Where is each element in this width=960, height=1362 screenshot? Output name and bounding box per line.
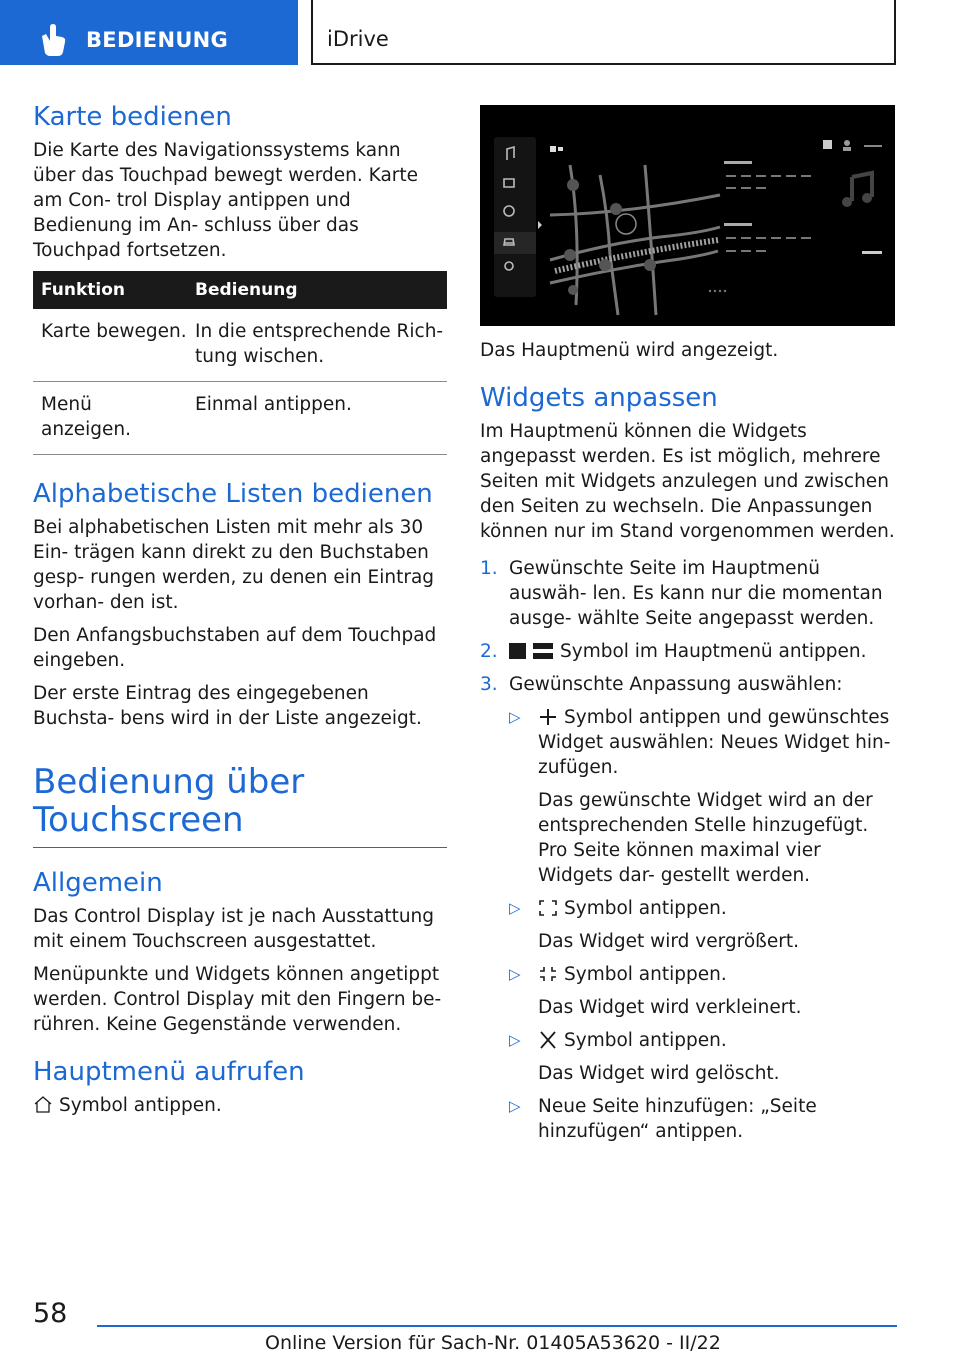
right-column	[480, 338, 896, 1152]
chapter-title: iDrive	[327, 27, 389, 51]
widgets-text: Im Hauptmenü können die Widgets angepasst werden. Es ist möglich, mehrere Seiten mit Widgets anzulegen und zwischen den Seiten zu wechseln. Die Anpassungen können nur im Stand vorgenommen werden.	[480, 421, 895, 542]
chapter-header	[311, 0, 896, 65]
table-cell: In die entsprechende Rich- tung wischen.	[187, 309, 447, 382]
table-cell: Einmal antippen.	[187, 382, 447, 455]
step-text: Gewünschte Seite im Hauptmenü auswäh- len. Es kann nur die momentan ausge- wählte Seite angepasst werden.	[509, 558, 883, 629]
option-text: Symbol antippen und gewünschtes Widget auswählen: Neues Widget hin- zufügen.	[538, 707, 891, 778]
option-result: Das gewünschte Widget wird an der entsprechenden Stelle hinzugefügt. Pro Seite können maximal vier Widgets dar- gestellt werden.	[538, 790, 873, 886]
section-title: BEDIENUNG	[86, 28, 229, 52]
step-text: Gewünschte Anpassung auswählen:	[509, 674, 843, 695]
page-number: 58	[33, 1298, 68, 1329]
expand-icon	[538, 899, 558, 917]
shrink-icon	[538, 965, 558, 983]
triangle-bullet-icon: ▷	[509, 708, 521, 726]
table-header-operation: Bedienung	[187, 271, 447, 309]
list-item	[480, 556, 896, 631]
allgemein-text-1: Das Control Display ist je nach Ausstattung mit einem Touchscreen ausgestattet.	[33, 906, 435, 952]
image-caption: Das Hauptmenü wird angezeigt.	[480, 340, 779, 361]
step-text: Symbol im Hauptmenü antippen.	[560, 641, 867, 662]
triangle-bullet-icon: ▷	[509, 965, 521, 983]
main-heading-line-1: Bedienung über	[33, 762, 305, 802]
option-text: Symbol antippen.	[564, 964, 727, 985]
list-item	[480, 672, 896, 697]
alpha-text-1: Bei alphabetischen Listen mit mehr als 30 Ein- trägen kann direkt zu den Buchstaben gesp- rungen werden, zu denen ein Eintrag vorhan- den ist.	[33, 517, 435, 613]
widget-edit-icon	[509, 642, 554, 660]
table-header-row	[33, 271, 447, 309]
allgemein-heading: Allgemein	[33, 868, 163, 898]
step-number: 1.	[480, 558, 498, 579]
option-result: Das Widget wird gelöscht.	[538, 1063, 780, 1084]
list-item	[509, 962, 896, 1020]
alpha-text-2: Den Anfangsbuchstaben auf dem Touchpad eingeben.	[33, 625, 437, 671]
main-menu-screenshot	[480, 105, 895, 326]
option-result: Das Widget wird vergrößert.	[538, 931, 799, 952]
alpha-heading: Alphabetische Listen bedienen	[33, 479, 433, 509]
allgemein-text-2: Menüpunkte und Widgets können angetippt werden. Control Display mit den Fingern be- rühren. Keine Gegenstände verwenden.	[33, 964, 442, 1035]
left-column	[33, 100, 447, 1126]
close-icon	[538, 1031, 558, 1049]
main-heading-line-2: Touchscreen	[33, 800, 244, 840]
hauptmenu-text: Symbol antippen.	[33, 1093, 447, 1118]
footer-divider	[97, 1325, 897, 1327]
karte-heading: Karte bedienen	[33, 102, 232, 132]
home-icon	[33, 1094, 53, 1114]
triangle-bullet-icon: ▷	[509, 899, 521, 917]
option-text: Symbol antippen.	[564, 898, 727, 919]
section-tab	[0, 0, 298, 65]
karte-text: Die Karte des Navigationssystems kann über das Touchpad bewegt werden. Karte am Con- trol Display antippen und Bedienung im An- schluss über das Touchpad fortsetzen.	[33, 140, 419, 261]
widgets-heading: Widgets anpassen	[480, 383, 718, 413]
option-text: Symbol antippen.	[564, 1030, 727, 1051]
list-item	[509, 1028, 896, 1086]
list-item	[509, 896, 896, 954]
triangle-bullet-icon: ▷	[509, 1097, 521, 1115]
list-item	[509, 1094, 896, 1144]
alpha-text-3: Der erste Eintrag des eingegebenen Buchsta- bens wird in der Liste angezeigt.	[33, 683, 422, 729]
plus-icon	[538, 708, 558, 726]
list-item	[509, 705, 896, 888]
table-cell: Karte bewegen.	[33, 309, 187, 382]
step-number: 3.	[480, 674, 498, 695]
triangle-bullet-icon: ▷	[509, 1031, 521, 1049]
options-list	[509, 705, 896, 1144]
hauptmenu-heading: Hauptmenü aufrufen	[33, 1057, 305, 1087]
list-item	[480, 639, 896, 664]
online-version-footer: Online Version für Sach-Nr. 01405A53620 - II/22	[265, 1332, 721, 1354]
table-row	[33, 382, 447, 455]
table-header-function: Funktion	[33, 271, 187, 309]
table-row	[33, 309, 447, 382]
function-table	[33, 271, 447, 455]
option-result: Das Widget wird verkleinert.	[538, 997, 802, 1018]
table-cell: Menü anzeigen.	[33, 382, 187, 455]
step-number: 2.	[480, 641, 498, 662]
idrive-screen-image	[480, 105, 895, 326]
option-text: Neue Seite hinzufügen: „Seite hinzufügen“ antippen.	[538, 1096, 817, 1142]
hand-pointer-icon	[36, 24, 68, 56]
steps-list	[480, 556, 896, 697]
main-heading	[33, 763, 447, 848]
